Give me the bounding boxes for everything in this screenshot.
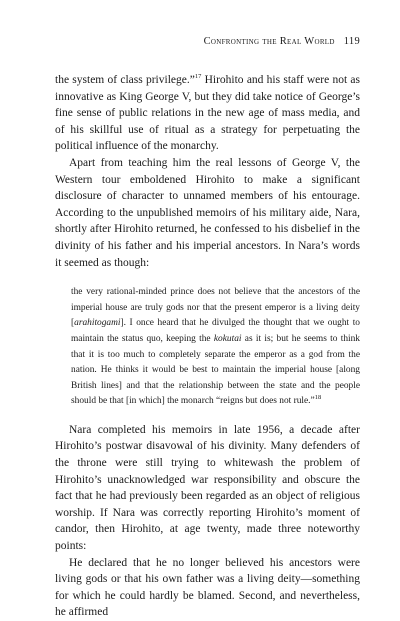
quote-part-2: ]. I once heard that he divulged the thought that we ought to maintain the status quo, keeping the [71, 318, 360, 344]
paragraph-4: He declared that he no longer believed his ancestors were living gods or that his own father was a living deity—something for which he could hardly be blamed. Second, and nevertheless, he affirmed [55, 556, 360, 619]
book-page [55, 36, 360, 621]
body-text [55, 72, 360, 621]
block-quote-text [71, 285, 360, 410]
footnote-ref-18: 18 [314, 394, 322, 402]
quote-term-arahitogami: arahitogami [74, 318, 121, 329]
quote-term-kokutai: kokutai [213, 333, 242, 344]
paragraph-1 [55, 72, 360, 155]
paragraph-1-text-end: Hirohito and his staff were not as innovative as King George V, but they did take notice of George’s fine sense of public relations in the new age of mass media, and of his skillful use of ritual as a strategy for perpetuating the political influence of the monarchy. [55, 74, 360, 153]
block-quote [71, 285, 360, 410]
paragraph-3: Nara completed his memoirs in late 1956, a decade after Hirohito’s postwar disavowal of his divinity. Many defenders of the throne were still trying to whitewash the problem of Hirohito’s unacknowledged war responsibility and obscure the fact that he had previously been regarded as an object of religious worship. If Nara was correctly reporting Hirohito’s moment of candor, then Hirohito, at age twenty, made three noteworthy points: [55, 423, 360, 553]
running-head [55, 36, 360, 52]
running-head-title: Confronting the Real World [203, 36, 335, 47]
quote-part-3: as it is; but he seems to think that it is too much to completely separate the emperor as a god from the nation. He thinks it would be best to maintain the imperial house [along British lines] and that the relationship between the state and the people should be that [in which] the monarch “reigns but does not rule.” [71, 333, 360, 407]
paragraph-2: Apart from teaching him the real lessons of George V, the Western tour emboldened Hirohito to make a significant disclosure of character to unnamed members of his entourage. According to the unpublished memoirs of his military aide, Nara, shortly after Hirohito returned, he confessed to his disbelief in the divinity of his father and his imperial ancestors. In Nara’s words it seemed as though: [55, 156, 360, 269]
quote-part-1: the very rational-minded prince does not believe that the ancestors of the imperial house are truly gods nor that the present emperor is a living deity [ [71, 287, 360, 329]
page-number: 119 [343, 36, 360, 47]
footnote-ref-17: 17 [194, 73, 202, 81]
paragraph-1-text-start: the system of class privilege.” [55, 74, 195, 86]
